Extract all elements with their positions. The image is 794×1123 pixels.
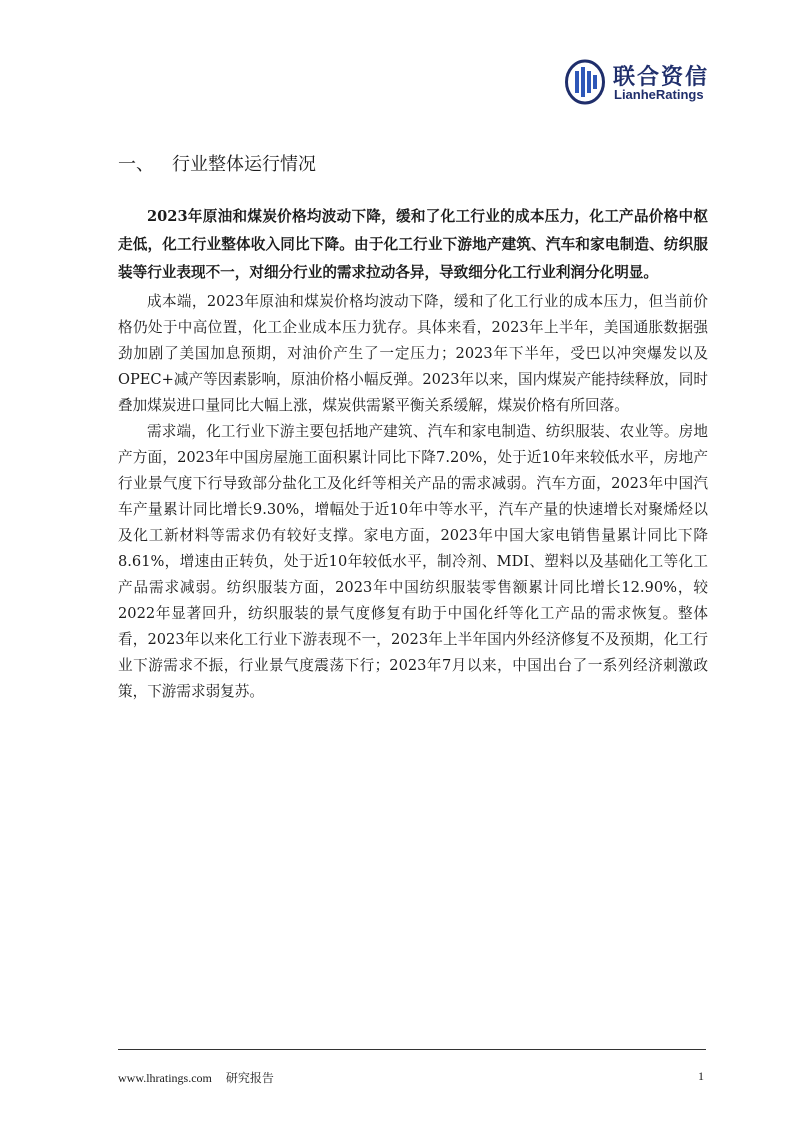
- cost-paragraph: 成本端，2023年原油和煤炭价格均波动下降，缓和了化工行业的成本压力，但当前价格仍处于中高位置，化工企业成本压力犹存。具体来看，2023年上半年，美国通胀数据强劲加剧了美国加息预期，对油价产生了一定压力；2023年下半年，受巴以冲突爆发以及OPEC+减产等因素影响，原油价格小幅反弹。2023年以来，国内煤炭产能持续释放，同时叠加煤炭进口量同比大幅上涨，煤炭供需紧平衡关系缓解，煤炭价格有所回落。: [118, 293, 708, 414]
- report-body: [118, 203, 708, 705]
- logo-name-cn: 联合资信: [613, 65, 710, 90]
- footer-report-type: 研究报告: [225, 1071, 274, 1085]
- page-number: 1: [698, 1069, 704, 1083]
- company-logo: [565, 58, 715, 106]
- lianhe-logo-icon: [565, 58, 609, 106]
- demand-paragraph: 需求端，化工行业下游主要包括地产建筑、汽车和家电制造、纺织服装、农业等。房地产方面，2023年中国房屋施工面积累计同比下降7.20%，处于近10年来较低水平，房地产行业景气度下行导致部分盐化工及化纤等相关产品的需求减弱。汽车方面，2023年中国汽车产量累计同比增长9.30%，增幅处于近10年中等水平，汽车产量的快速增长对聚烯烃以及化工新材料等需求仍有较好支撑。家电方面，2023年中国大家电销售量累计同比下降8.61%，增速由正转负，处于近10年较低水平，制冷剂、MDI、塑料以及基础化工等化工产品需求减弱。纺织服装方面，2023年中国纺织服装零售额累计同比增长12.90%，较2022年显著回升，纺织服装的景气度修复有助于中国化纤等化工产品的需求恢复。整体看，2023年以来化工行业下游表现不一，2023年上半年国内外经济修复不及预期，化工行业下游需求不振，行业景气度震荡下行；2023年7月以来，中国出台了一系列经济刺激政策，下游需求弱复苏。: [118, 423, 708, 700]
- logo-name-en: LianheRatings: [614, 87, 704, 102]
- section-title: 行业整体运行情况: [172, 154, 316, 175]
- footer-info: [118, 1069, 274, 1086]
- section-number: 一、: [118, 154, 154, 175]
- footer-website-link[interactable]: www.lhratings.com: [118, 1071, 212, 1085]
- section-heading: [118, 150, 316, 176]
- footer-divider: [118, 1049, 706, 1050]
- lead-paragraph: 2023年原油和煤炭价格均波动下降，缓和了化工行业的成本压力，化工产品价格中枢走低，化工行业整体收入同比下降。由于化工行业下游地产建筑、汽车和家电制造、纺织服装等行业表现不一，对细分行业的需求拉动各异，导致细分化工行业利润分化明显。: [118, 208, 708, 281]
